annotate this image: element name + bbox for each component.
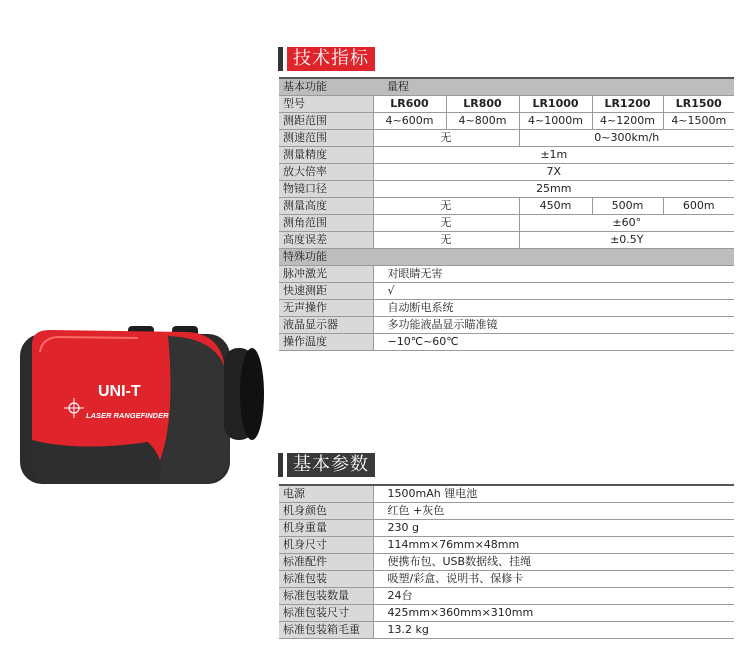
cell-label: 高度误差 (279, 232, 373, 249)
basic-spec-table (279, 484, 734, 639)
cell-label: 型号 (279, 96, 373, 113)
cell-value: 24台 (373, 588, 734, 605)
cell-value: 无 (373, 215, 519, 232)
table-row (279, 334, 734, 351)
table-row (279, 96, 734, 113)
table-row (279, 537, 734, 554)
cell-label: 机身重量 (279, 520, 373, 537)
cell-value: 0~300km/h (519, 130, 734, 147)
cell-value: ±60° (519, 215, 734, 232)
cell-label: 机身尺寸 (279, 537, 373, 554)
table-row (279, 571, 734, 588)
title-bar-decoration (278, 453, 283, 477)
cell-label: 标准包装数量 (279, 588, 373, 605)
cell-value: 自动断电系统 (373, 300, 734, 317)
cell-value: 多功能液晶显示瞄准镜 (373, 317, 734, 334)
cell-label: 物镜口径 (279, 181, 373, 198)
cell-value: 7X (373, 164, 734, 181)
cell-value: 4~1200m (592, 113, 663, 130)
device-eyepiece-lens (240, 348, 264, 440)
cell-label: 快速测距 (279, 283, 373, 300)
cell-label: 测量高度 (279, 198, 373, 215)
cell-value: 4~800m (446, 113, 519, 130)
table-row (279, 215, 734, 232)
cell-value: 4~1500m (663, 113, 734, 130)
table-row (279, 605, 734, 622)
cell-label: 标准配件 (279, 554, 373, 571)
cell-value: 量程 (373, 78, 734, 96)
cell-value: −10℃~60℃ (373, 334, 734, 351)
tech-section-title-text: 技术指标 (287, 47, 375, 71)
cell-label: 无声操作 (279, 300, 373, 317)
cell-value: 230 g (373, 520, 734, 537)
tech-spec-table (279, 77, 734, 351)
table-row (279, 283, 734, 300)
table-row (279, 266, 734, 283)
cell-value: 红色 +灰色 (373, 503, 734, 520)
cell-value: ±0.5Y (519, 232, 734, 249)
cell-value: 4~1000m (519, 113, 592, 130)
cell-value: 600m (663, 198, 734, 215)
table-row (279, 485, 734, 503)
table-row (279, 317, 734, 334)
table-row (279, 130, 734, 147)
cell-value: 对眼睛无害 (373, 266, 734, 283)
tech-section-title (278, 47, 375, 71)
cell-value: ±1m (373, 147, 734, 164)
table-row (279, 622, 734, 639)
cell-label: 测距范围 (279, 113, 373, 130)
model-lr1000: LR1000 (519, 96, 592, 113)
cell-label: 测速范围 (279, 130, 373, 147)
cell-value: 4~600m (373, 113, 446, 130)
cell-value: 吸塑/彩盒、说明书、保修卡 (373, 571, 734, 588)
table-row (279, 520, 734, 537)
cell-label: 标准包装尺寸 (279, 605, 373, 622)
cell-label: 标准包装箱毛重 (279, 622, 373, 639)
cell-label: 脉冲激光 (279, 266, 373, 283)
table-row (279, 181, 734, 198)
model-lr1500: LR1500 (663, 96, 734, 113)
basic-section-title-text: 基本参数 (287, 453, 375, 477)
device-brand-text: UNI-T (98, 383, 141, 400)
cell-label: 标准包装 (279, 571, 373, 588)
table-row (279, 78, 734, 96)
cell-value: 425mm×360mm×310mm (373, 605, 734, 622)
special-functions-header: 特殊功能 (279, 249, 734, 266)
model-lr1200: LR1200 (592, 96, 663, 113)
table-row (279, 113, 734, 130)
table-row (279, 164, 734, 181)
cell-label: 基本功能 (279, 78, 373, 96)
model-lr800: LR800 (446, 96, 519, 113)
cell-label: 液晶显示器 (279, 317, 373, 334)
table-row (279, 300, 734, 317)
cell-label: 测量精度 (279, 147, 373, 164)
model-lr600: LR600 (373, 96, 446, 113)
cell-label: 电源 (279, 485, 373, 503)
basic-section-title (278, 453, 375, 477)
table-row (279, 588, 734, 605)
cell-value: 1500mAh 锂电池 (373, 485, 734, 503)
cell-value: 450m (519, 198, 592, 215)
cell-value: 无 (373, 130, 519, 147)
cell-value: 便携布包、USB数据线、挂绳 (373, 554, 734, 571)
table-row (279, 249, 734, 266)
table-row (279, 232, 734, 249)
table-row (279, 503, 734, 520)
table-row (279, 198, 734, 215)
cell-value: 500m (592, 198, 663, 215)
cell-value: 114mm×76mm×48mm (373, 537, 734, 554)
cell-value: √ (373, 283, 734, 300)
device-bottom-grip (32, 440, 161, 484)
cell-value: 无 (373, 198, 519, 215)
cell-value: 13.2 kg (373, 622, 734, 639)
cell-value: 25mm (373, 181, 734, 198)
rangefinder-device-image (18, 322, 268, 492)
table-row (279, 147, 734, 164)
title-bar-decoration (278, 47, 283, 71)
cell-label: 操作温度 (279, 334, 373, 351)
device-subtitle-text: LASER RANGEFINDER (86, 411, 169, 420)
cell-label: 测角范围 (279, 215, 373, 232)
cell-value: 无 (373, 232, 519, 249)
table-row (279, 554, 734, 571)
cell-label: 机身颜色 (279, 503, 373, 520)
cell-label: 放大倍率 (279, 164, 373, 181)
